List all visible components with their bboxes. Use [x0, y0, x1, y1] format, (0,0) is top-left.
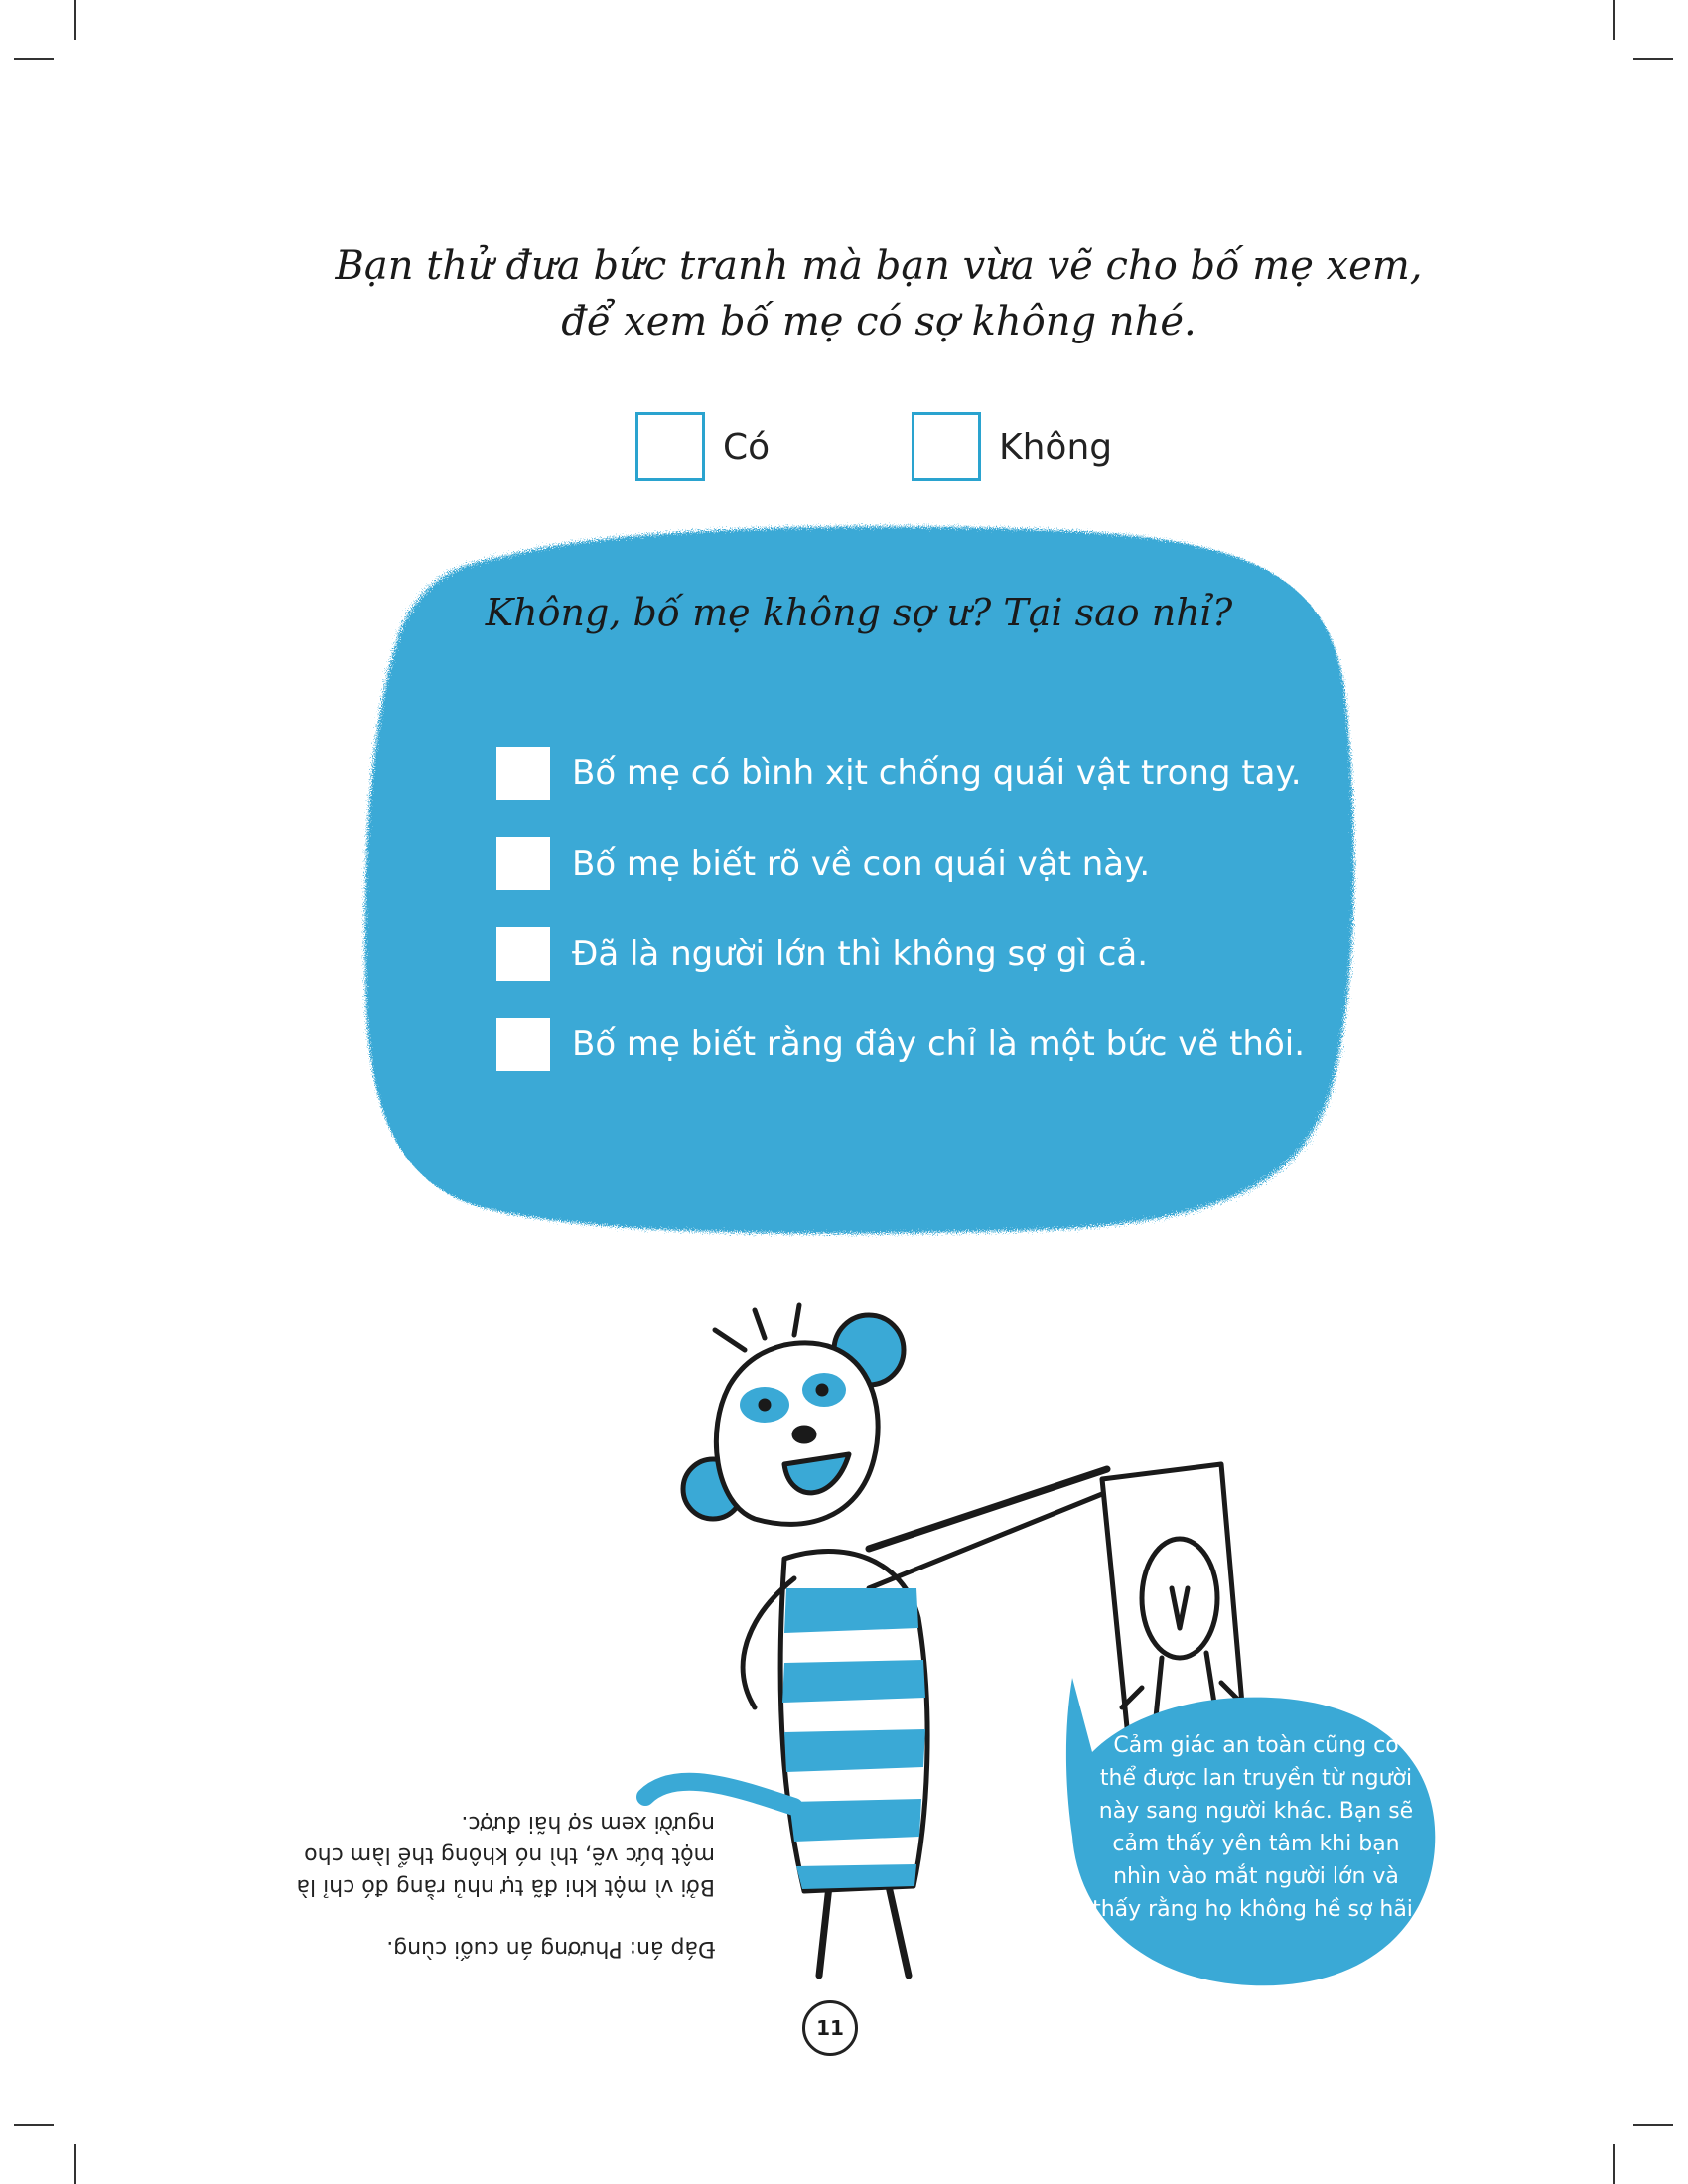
page-number: 11 [802, 2000, 858, 2056]
blob-title: Không, bố mẹ không sợ ư? Tại sao nhỉ? [485, 591, 1233, 634]
question-blob [357, 516, 1360, 1241]
answer-text [288, 1807, 715, 1964]
no-label: Không [999, 426, 1113, 468]
reason-checkbox[interactable] [496, 837, 550, 890]
reason-label: Bố mẹ biết rõ về con quái vật này. [572, 844, 1151, 884]
no-checkbox[interactable] [912, 412, 981, 481]
reason-option[interactable] [496, 837, 1150, 890]
reason-option[interactable] [496, 927, 1148, 981]
reason-label: Bố mẹ biết rằng đây chỉ là một bức vẽ thôi. [572, 1024, 1306, 1064]
crop-mark [1633, 58, 1673, 60]
crop-mark [1613, 0, 1615, 40]
answer-line: Đáp án: Phương án cuối cùng. [386, 1936, 715, 1961]
no-option[interactable] [912, 407, 1112, 486]
crop-mark [14, 58, 54, 60]
reason-option[interactable] [496, 747, 1302, 800]
bubble-text: Cảm giác an toàn cũng có thể được lan truyền từ người này sang người khác. Bạn sẽ cảm thấy yên tâm khi bạn nhìn vào mắt người lớn và thấy rằng họ không hề sợ hãi. [1092, 1733, 1420, 1922]
yes-option[interactable] [635, 407, 770, 486]
intro-text: Bạn thử đưa bức tranh mà bạn vừa vẽ cho bố mẹ xem, để xem bố mẹ có sợ không nhé. [335, 243, 1423, 344]
crop-mark [14, 2124, 54, 2126]
speech-bubble [1033, 1678, 1450, 1995]
yes-checkbox[interactable] [635, 412, 705, 481]
crop-mark [74, 2144, 76, 2184]
reason-checkbox[interactable] [496, 747, 550, 800]
crop-mark [1613, 2144, 1615, 2184]
reason-option[interactable] [496, 1018, 1305, 1071]
yes-label: Có [723, 426, 771, 468]
answer-explanation: Bởi vì một khi đã tự nhủ rằng đó chỉ là một bức vẽ, thì nó không thể làm cho người xem sợ hãi được. [296, 1811, 715, 1899]
reason-checkbox[interactable] [496, 927, 550, 981]
reason-label: Bố mẹ có bình xịt chống quái vật trong tay. [572, 753, 1302, 793]
crop-mark [74, 0, 76, 40]
reason-label: Đã là người lớn thì không sợ gì cả. [572, 934, 1149, 974]
reason-checkbox[interactable] [496, 1018, 550, 1071]
crop-mark [1633, 2124, 1673, 2126]
